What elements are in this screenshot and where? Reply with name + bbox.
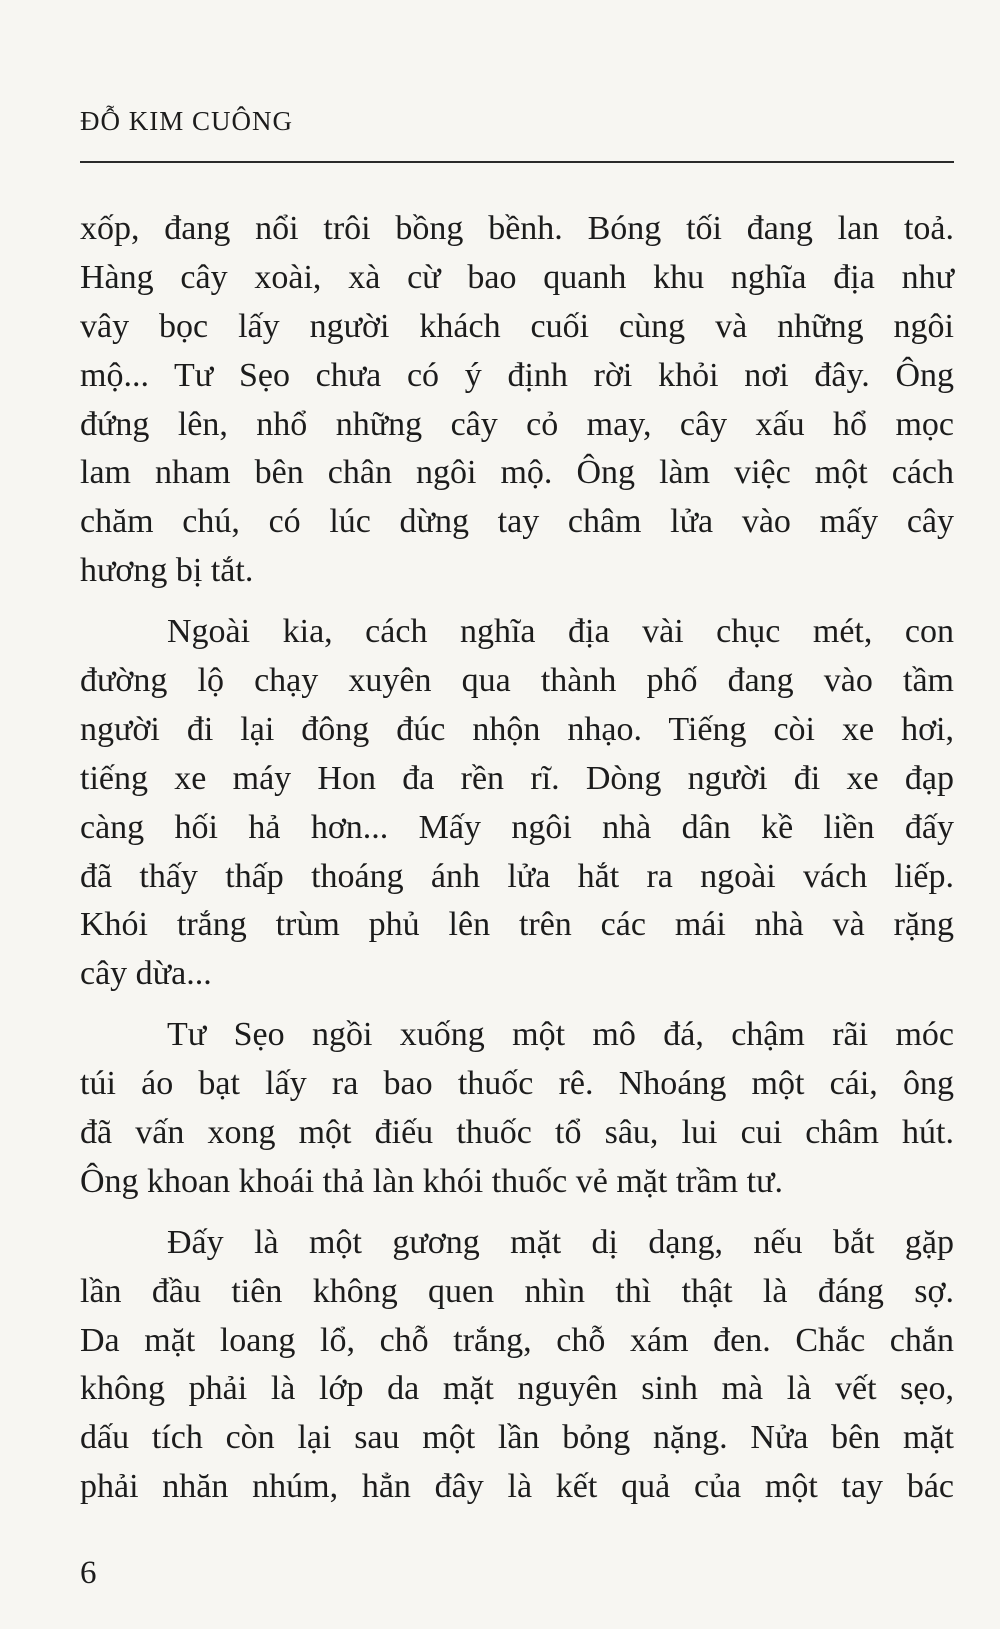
text-line: đường lộ chạy xuyên qua thành phố đang vào tầm bbox=[80, 662, 954, 700]
text-line: mộ... Tư Sẹo chưa có ý định rời khỏi nơi đây. Ông bbox=[80, 356, 954, 394]
body-text bbox=[80, 205, 954, 1524]
text-line: Ngoài kia, cách nghĩa địa vài chục mét, con bbox=[167, 613, 954, 651]
text-line: dấu tích còn lại sau một lần bỏng nặng. Nửa bên mặt bbox=[80, 1419, 954, 1457]
text-line: đứng lên, nhổ những cây cỏ may, cây xấu hổ mọc bbox=[80, 405, 954, 443]
running-head: ĐỖ KIM CUÔNG bbox=[80, 106, 293, 136]
text-line: xốp, đang nổi trôi bồng bềnh. Bóng tối đang lan toả. bbox=[80, 210, 954, 247]
text-line: lần đầu tiên không quen nhìn thì thật là đáng sợ. bbox=[80, 1272, 954, 1310]
text-line: cây dừa... bbox=[80, 955, 212, 993]
text-line: vây bọc lấy người khách cuối cùng và những ngôi bbox=[80, 307, 954, 345]
text-line: phải nhăn nhúm, hẳn đây là kết quả của một tay bác bbox=[80, 1468, 954, 1506]
text-line: túi áo bạt lấy ra bao thuốc rê. Nhoáng một cái, ông bbox=[80, 1065, 954, 1103]
paragraph bbox=[80, 608, 954, 999]
text-line: càng hối hả hơn... Mấy ngôi nhà dân kề liền đấy bbox=[80, 808, 954, 846]
text-line: Da mặt loang lổ, chỗ trắng, chỗ xám đen. Chắc chắn bbox=[80, 1321, 954, 1359]
text-line: đã thấy thấp thoáng ánh lửa hắt ra ngoài vách liếp. bbox=[80, 857, 954, 895]
paragraph bbox=[80, 1011, 954, 1207]
text-line: Ông khoan khoái thả làn khói thuốc vẻ mặt trầm tư. bbox=[80, 1162, 783, 1200]
text-line: hương bị tắt. bbox=[80, 552, 254, 590]
paragraph bbox=[80, 1219, 954, 1512]
text-line: tiếng xe máy Hon đa rền rĩ. Dòng người đi xe đạp bbox=[80, 759, 954, 797]
page-number: 6 bbox=[80, 1555, 97, 1591]
text-line: Khói trắng trùm phủ lên trên các mái nhà và rặng bbox=[80, 906, 954, 944]
text-line: Tư Sẹo ngồi xuống một mô đá, chậm rãi móc bbox=[167, 1016, 954, 1054]
header-rule bbox=[80, 161, 954, 163]
paragraph bbox=[80, 205, 954, 596]
text-line: không phải là lớp da mặt nguyên sinh mà là vết sẹo, bbox=[80, 1370, 954, 1408]
text-line: chăm chú, có lúc dừng tay châm lửa vào mấy cây bbox=[80, 503, 954, 541]
text-line: người đi lại đông đúc nhộn nhạo. Tiếng còi xe hơi, bbox=[80, 710, 954, 748]
text-line: Đấy là một gương mặt dị dạng, nếu bắt gặp bbox=[167, 1223, 954, 1261]
text-line: Hàng cây xoài, xà cừ bao quanh khu nghĩa địa như bbox=[80, 258, 954, 296]
text-line: đã vấn xong một điếu thuốc tổ sâu, lui cui châm hút. bbox=[80, 1114, 954, 1152]
text-line: lam nham bên chân ngôi mộ. Ông làm việc một cách bbox=[80, 454, 954, 492]
